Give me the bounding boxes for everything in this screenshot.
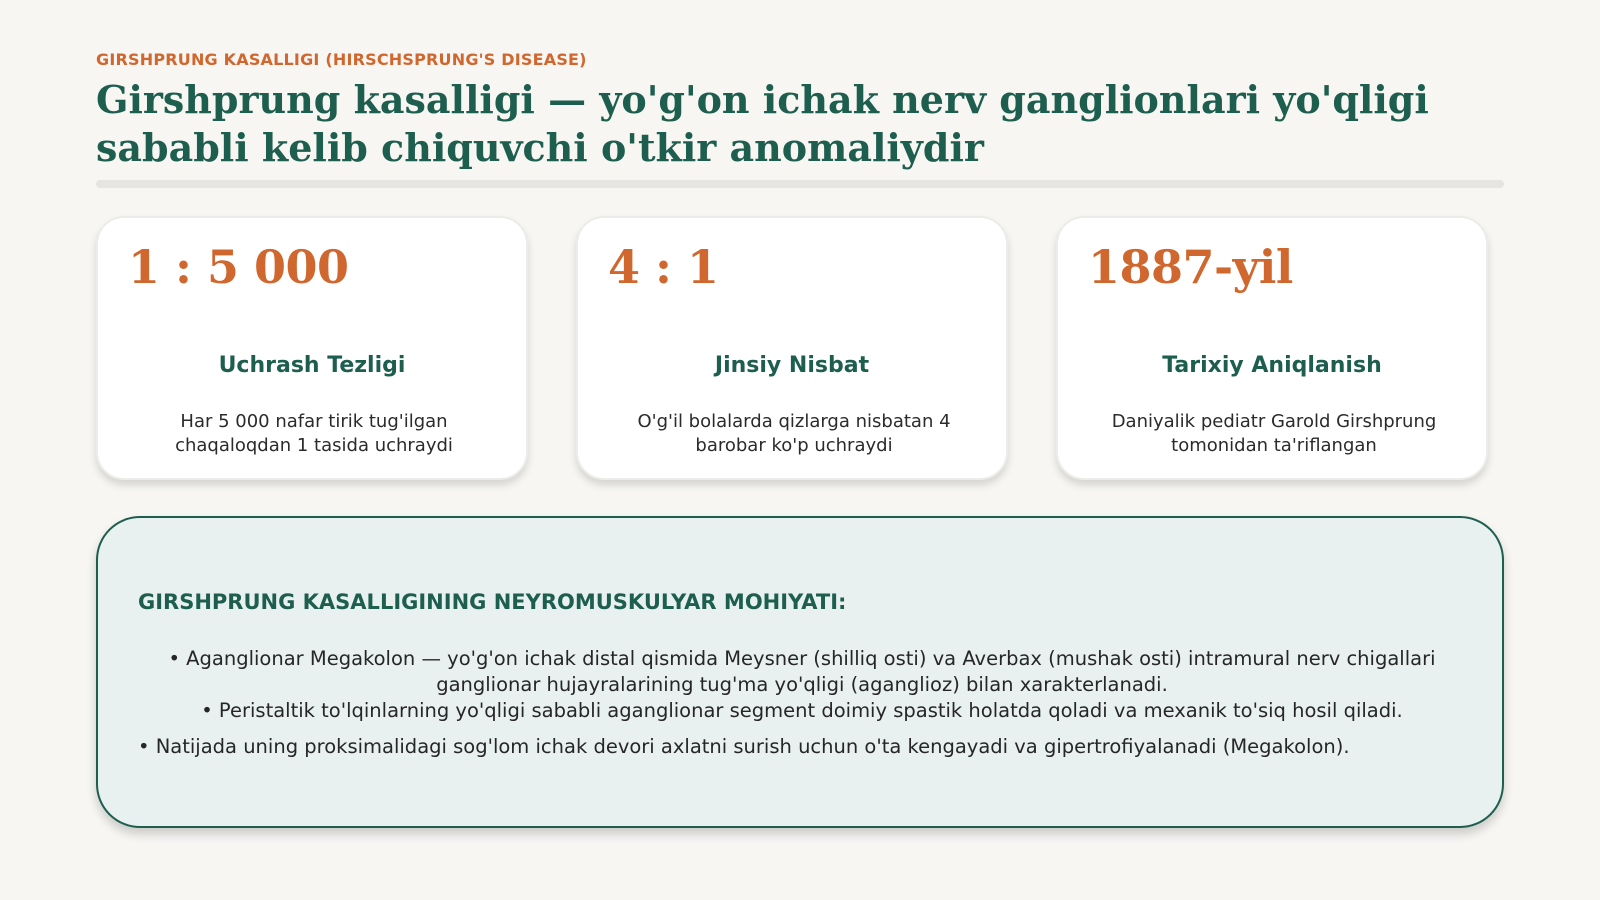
stat-value: 1887-yil	[1088, 240, 1293, 294]
neuromuscular-summary-panel	[96, 516, 1504, 828]
eyebrow-label: GIRSHPRUNG KASALLIGI (HIRSCHSPRUNG'S DISEASE)	[96, 50, 587, 69]
bullet-list	[138, 646, 1466, 760]
stat-title: Jinsiy Nisbat	[714, 353, 870, 378]
stat-value: 4 : 1	[608, 240, 719, 294]
stat-value: 1 : 5 000	[128, 240, 349, 294]
stat-card-history	[1056, 216, 1488, 480]
stat-description: O'g'il bolalarda qizlarga nisbatan 4 barobar ko'p uchraydi	[637, 411, 951, 456]
bullet-item: • Aganglionar Megakolon — yo'g'on ichak distal qismida Meysner (shilliq osti) va Averbax (mushak osti) intramural nerv chigallari ganglionar hujayralarining tug'ma yo'qligi (agangliоz) bilan xarakterlanadi.	[168, 647, 1436, 696]
stat-description: Daniyalik pediatr Garold Girshprung tomonidan ta'riflangan	[1111, 411, 1437, 456]
title-divider	[96, 180, 1504, 188]
panel-heading: GIRSHPRUNG KASALLIGINING NEYROMUSKULYAR MOHIYATI:	[138, 590, 847, 614]
page-title: Girshprung kasalligi — yo'g'on ichak nerv ganglionlari yo'qligi sababli kelib chiquvchi o'tkir anomaliydir	[96, 77, 1429, 170]
bullet-item: • Natijada uning proksimalidagi sog'lom ichak devori axlatni surish uchun o'ta kengayadi va gipertrofiyalanadi (Megakolon).	[138, 735, 1350, 758]
stat-title: Uchrash Tezligi	[218, 353, 406, 378]
stat-title: Tarixiy Aniqlanish	[1162, 353, 1382, 378]
stat-description: Har 5 000 nafar tirik tug'ilgan chaqaloqdan 1 tasida uchraydi	[175, 411, 453, 456]
bullet-item: • Peristaltik to'lqinlarning yo'qligi sababli aganglionar segment doimiy spastik holatda qoladi va mexanik to'siq hosil qiladi.	[201, 699, 1403, 722]
stat-card-incidence	[96, 216, 528, 480]
stat-card-sex-ratio	[576, 216, 1008, 480]
